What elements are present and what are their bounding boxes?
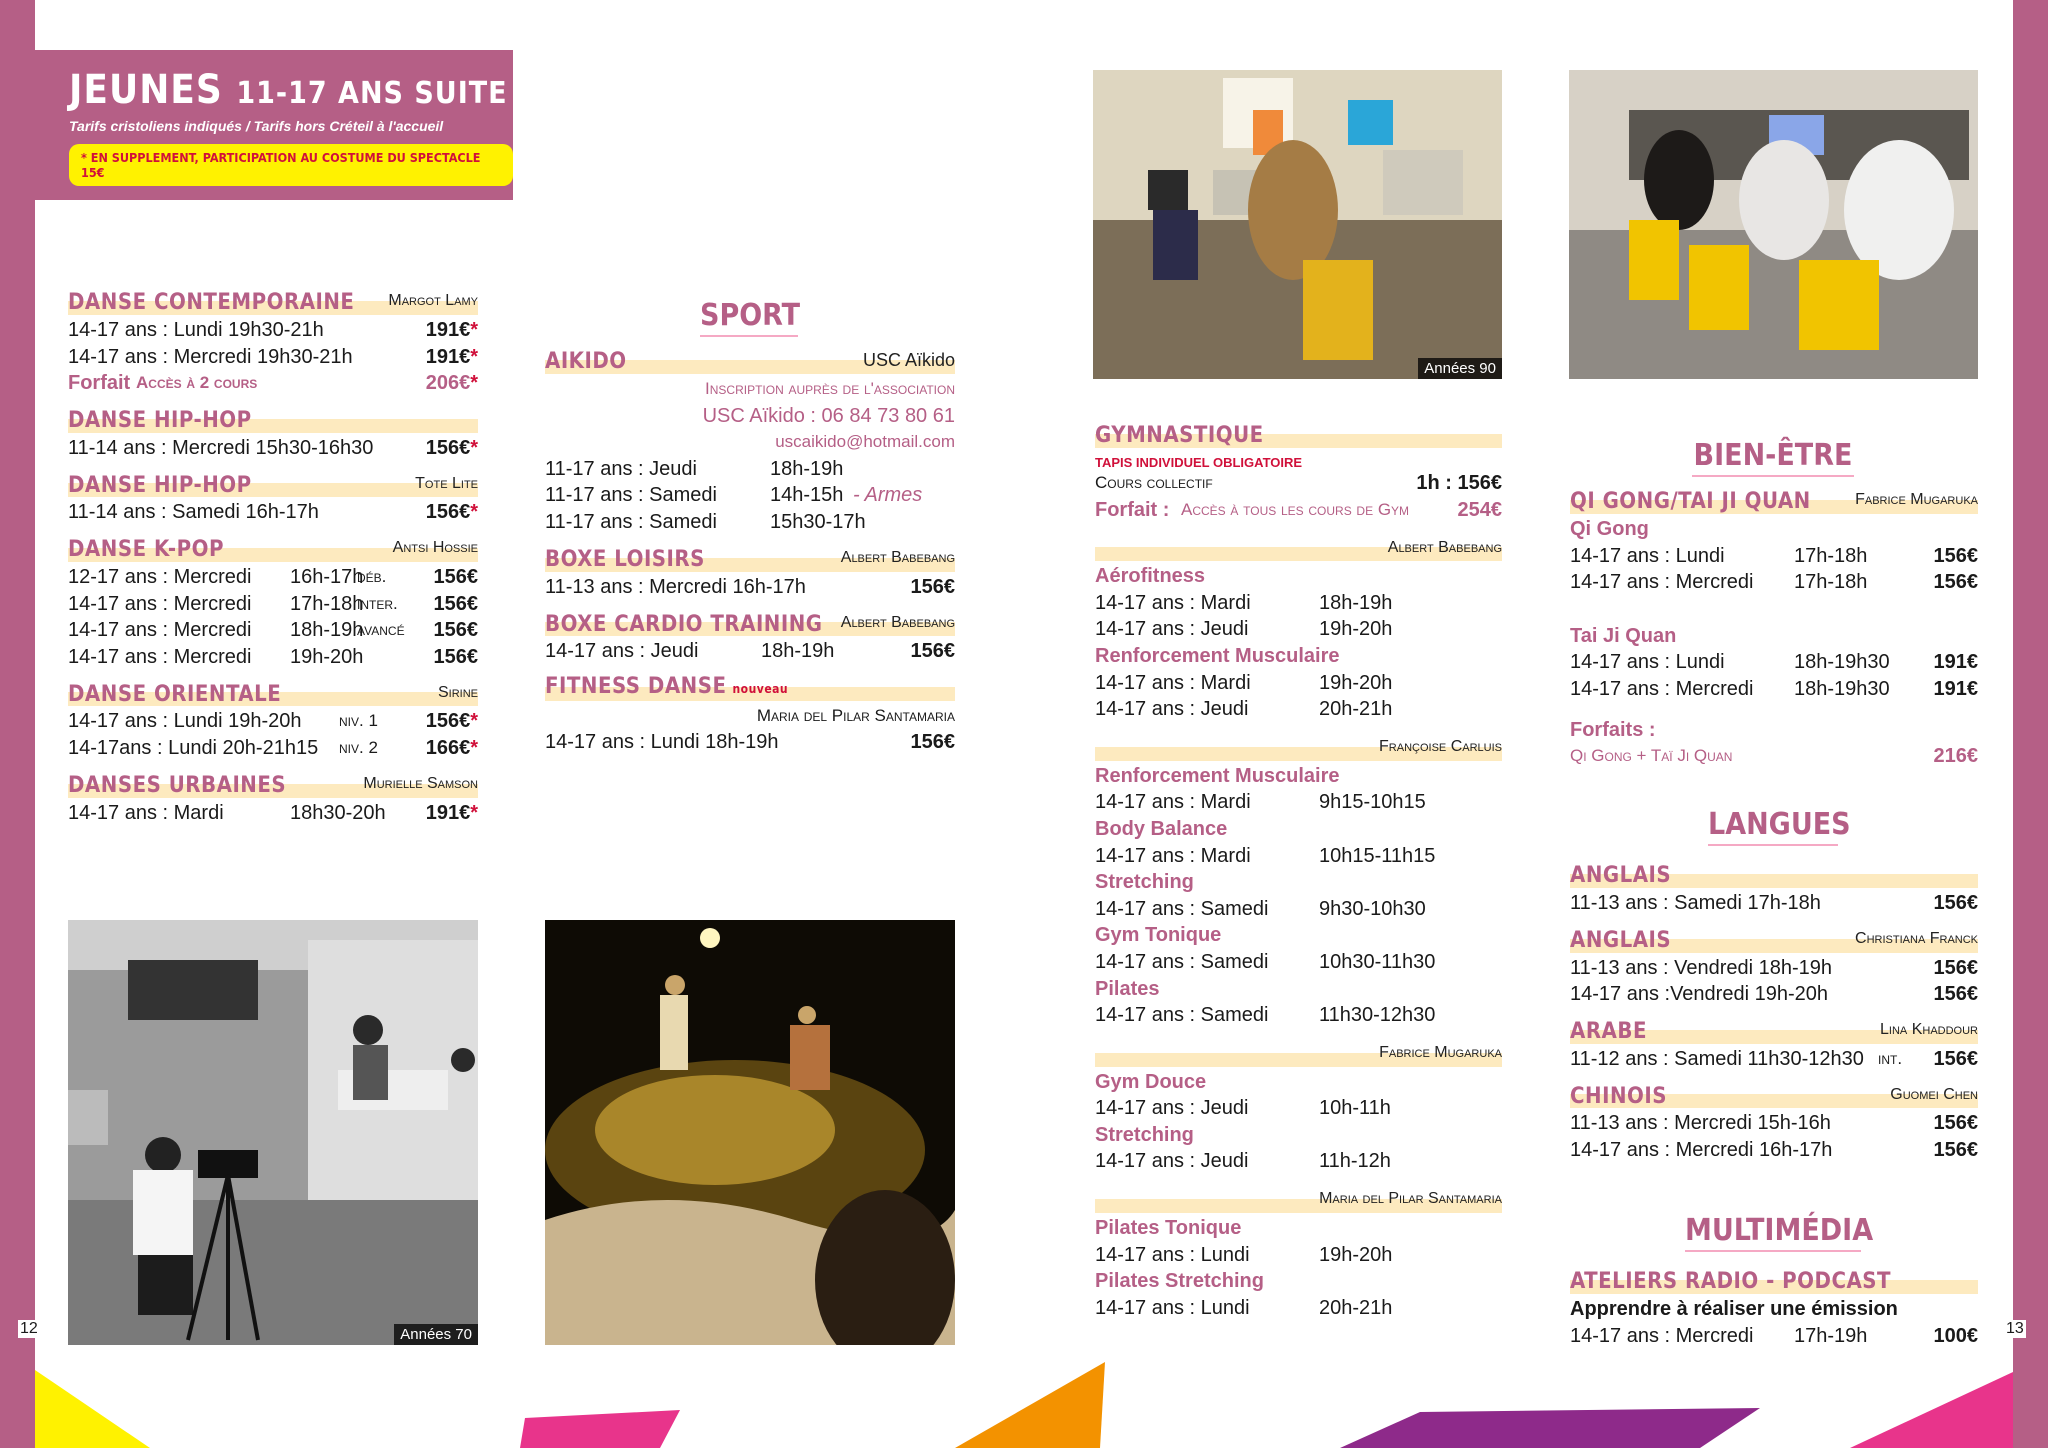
course-title: Gym Douce <box>1095 1070 1207 1093</box>
list-item: 14-17 ans : Jeudi 18h-19h 156€ <box>545 640 955 663</box>
col1 <box>68 285 478 826</box>
teacher-fabrice: Fabrice Mugaruka <box>1095 1041 1502 1069</box>
list-item: 14-17 ans : Lundi 19h30-21h 191€* <box>68 319 478 341</box>
heading-sport: SPORT <box>700 298 798 337</box>
photo-theatre <box>545 920 955 1345</box>
course-title: Pilates Stretching <box>1095 1270 1264 1293</box>
course-title: Stretching <box>1095 1123 1194 1146</box>
col2 <box>545 344 955 756</box>
list-item: 11-13 ans : Samedi 17h-18h 156€ <box>1570 892 1978 914</box>
left-border <box>0 0 35 1448</box>
col3 <box>1095 418 1502 1321</box>
section-boxe-loisirs: BOXE LOISIRS Albert Babebang <box>545 546 955 572</box>
section-orientale: DANSE ORIENTALE Sirine <box>68 681 478 707</box>
course-title: Aérofitness <box>1095 565 1206 588</box>
course-title: Pilates <box>1095 977 1160 1000</box>
list-item: 14-17 ans : Samedi 10h30-11h30 <box>1095 950 1436 973</box>
course-title: Gym Tonique <box>1095 924 1222 947</box>
course-title: Forfaits : <box>1570 718 1656 741</box>
section-kpop: DANSE K-POP Antsi Hossie <box>68 537 478 563</box>
gym-note: TAPIS INDIVIDUEL OBLIGATOIRE <box>1095 455 1303 470</box>
page-title: JEUNES 11-17 ANS SUITE <box>69 67 508 113</box>
list-item: 14-17 ans : Mercredi 18h-19h30 191€ <box>1570 677 1978 700</box>
section-qigong: QI GONG/TAI JI QUAN Fabrice Mugaruka <box>1570 489 1978 515</box>
aikido-info-1: Inscription auprès de l'association <box>705 379 955 398</box>
section-boxe-cardio: BOXE CARDIO TRAINING Albert Babebang <box>545 611 955 637</box>
course-title: Pilates Tonique <box>1095 1217 1242 1240</box>
teacher-francoise: Françoise Carluis <box>1095 735 1502 763</box>
list-item: 14-17 ans : Mercredi 19h-20h 156€ <box>68 645 478 668</box>
list-item: 14-17 ans : Mercredi 18h-19h avancé 156€ <box>68 619 478 642</box>
heading-multimedia: MULTIMÉDIA <box>1685 1213 1861 1252</box>
list-item: 14-17 ans : Lundi 18h-19h30 191€ <box>1570 651 1978 674</box>
list-item: 14-17 ans : Lundi 17h-18h 156€ <box>1570 544 1978 567</box>
section-urbaines: DANSES URBAINES Murielle Samson <box>68 772 478 798</box>
section-chinois: CHINOIS Guomei Chen <box>1570 1083 1978 1109</box>
list-item: Qi Gong + Taï Ji Quan 216€ <box>1570 745 1978 768</box>
list-item: 14-17 ans : Samedi 11h30-12h30 <box>1095 1004 1436 1027</box>
page-number-left: 12 <box>20 1320 38 1337</box>
photo-computer-room-image <box>1569 70 1978 379</box>
teacher-albert: Albert Babebang <box>1095 535 1502 563</box>
fitness-teacher: Maria del Pilar Santamaria <box>756 705 955 725</box>
heading-langues: LANGUES <box>1708 807 1838 846</box>
list-item: 14-17 ans : Mercredi 17h-18h 156€ <box>1570 571 1978 594</box>
list-item: 11-17 ans : Samedi 15h30-17h <box>545 510 866 533</box>
aikido-email: uscaikido@hotmail.com <box>775 432 955 452</box>
photo-theatre-image <box>545 920 955 1345</box>
col4 <box>1570 484 1978 770</box>
center-gutter <box>1016 0 1032 1448</box>
list-item: 14-17 ans : Samedi 9h30-10h30 <box>1095 897 1426 920</box>
course-title: Stretching <box>1095 871 1194 894</box>
list-item: 12-17 ans : Mercredi 16h-17h déb. 156€ <box>68 565 478 588</box>
list-item: 11-13 ans : Mercredi 15h-16h 156€ <box>1570 1112 1978 1135</box>
section-arabe: ARABE Lina Khaddour <box>1570 1019 1978 1045</box>
section-hiphop-2: DANSE HIP-HOP Tote Lite <box>68 472 478 498</box>
course-title: Tai Ji Quan <box>1570 624 1677 647</box>
list-item: 11-13 ans : Mercredi 16h-17h 156€ <box>545 575 955 598</box>
list-item: Cours collectif 1h : 156€ <box>1095 472 1502 494</box>
photo-caption: Années 70 <box>394 1324 478 1345</box>
list-item: 14-17 ans : Mercredi 16h-17h 156€ <box>1570 1138 1978 1161</box>
photo-video-class-image <box>68 920 478 1345</box>
col4-langues <box>1570 858 1978 1164</box>
list-item: 14-17 ans :Vendredi 19h-20h 156€ <box>1570 983 1978 1006</box>
list-item: Forfait : Accès à tous les cours de Gym 254€ <box>1095 498 1502 521</box>
course-title: Body Balance <box>1095 817 1228 840</box>
list-item: 14-17 ans : Mardi 18h-19h <box>1095 591 1393 614</box>
header-box <box>35 50 513 200</box>
list-item: 14-17 ans : Mercredi 17h-19h 100€ <box>1570 1324 1978 1347</box>
right-border <box>2013 0 2048 1448</box>
list-item: 11-14 ans : Mercredi 15h30-16h30 156€* <box>68 436 478 459</box>
section-fitness: FITNESS DANSE nouveau <box>545 675 955 703</box>
list-item: 14-17 ans : Mardi 9h15-10h15 <box>1095 791 1426 814</box>
col4-multimedia <box>1570 1264 1978 1349</box>
list-item: 11-12 ans : Samedi 11h30-12h30 int. 156€ <box>1570 1047 1978 1070</box>
section-anglais: ANGLAIS <box>1570 862 1978 890</box>
heading-bien-etre: BIEN-ÊTRE <box>1692 438 1854 477</box>
page-number-right: 13 <box>2006 1320 2024 1337</box>
photo-caption: Années 90 <box>1418 358 1502 379</box>
list-item: 14-17 ans : Mardi 10h15-11h15 <box>1095 844 1436 867</box>
section-radio: ATELIERS RADIO - PODCAST <box>1570 1268 1978 1296</box>
list-item: 14-17 ans : Mercredi 19h30-21h 191€* <box>68 345 478 368</box>
teacher-maria: Maria del Pilar Santamaria <box>1095 1187 1502 1215</box>
list-item: 14-17 ans : Lundi 19h-20h niv. 1 156€* <box>68 710 478 733</box>
section-gymnastique: GYMNASTIQUE <box>1095 422 1502 450</box>
list-item: 14-17 ans : Mardi 19h-20h <box>1095 671 1393 694</box>
list-item: 14-17 ans : Jeudi 11h-12h <box>1095 1150 1391 1173</box>
list-item: 14-17 ans : Jeudi 10h-11h <box>1095 1097 1391 1120</box>
list-item: 14-17 ans : Lundi 19h-20h <box>1095 1243 1393 1266</box>
costume-note: * EN SUPPLEMENT, PARTICIPATION AU COSTUME DU SPECTACLE 15€ <box>69 144 513 186</box>
radio-subtitle: Apprendre à réaliser une émission <box>1570 1298 1898 1320</box>
section-anglais-2: ANGLAIS Christiana Franck <box>1570 928 1978 953</box>
section-hiphop: DANSE HIP-HOP <box>68 407 478 435</box>
photo-computer-room-90 <box>1093 70 1502 379</box>
list-item: 14-17 ans : Lundi 20h-21h <box>1095 1296 1393 1319</box>
section-aikido: AIKIDO USC Aïkido <box>545 349 955 375</box>
list-item: 11-14 ans : Samedi 16h-17h 156€* <box>68 501 478 524</box>
list-item: 11-13 ans : Vendredi 18h-19h 156€ <box>1570 956 1978 979</box>
list-item: Forfait Accès à 2 cours 206€* <box>68 372 478 395</box>
list-item: 14-17 ans : Lundi 18h-19h 156€ <box>545 731 955 754</box>
list-item: 14-17 ans : Jeudi 19h-20h <box>1095 618 1393 641</box>
list-item: 11-17 ans : Samedi 14h-15h - Armes <box>545 484 923 507</box>
course-title: Renforcement Musculaire <box>1095 644 1340 667</box>
photo-computer-room <box>1569 70 1978 379</box>
page-subtitle: Tarifs cristoliens indiqués / Tarifs hors Créteil à l'accueil <box>69 118 444 134</box>
section-danse-contemporaine: DANSE CONTEMPORAINE Margot Lamy <box>68 290 478 316</box>
list-item: 14-17 ans : Mardi 18h30-20h 191€* <box>68 801 478 824</box>
course-title: Renforcement Musculaire <box>1095 764 1340 787</box>
course-title: Qi Gong <box>1570 518 1649 540</box>
photo-video-class <box>68 920 478 1345</box>
list-item: 14-17ans : Lundi 20h-21h15 niv. 2 166€* <box>68 736 478 759</box>
photo-computer-room-90-image <box>1093 70 1502 379</box>
list-item: 14-17 ans : Mercredi 17h-18h inter. 156€ <box>68 592 478 615</box>
aikido-info-2: USC Aïkido : 06 84 73 80 61 <box>702 404 955 427</box>
list-item: 14-17 ans : Jeudi 20h-21h <box>1095 698 1393 721</box>
list-item: 11-17 ans : Jeudi 18h-19h <box>545 457 844 480</box>
